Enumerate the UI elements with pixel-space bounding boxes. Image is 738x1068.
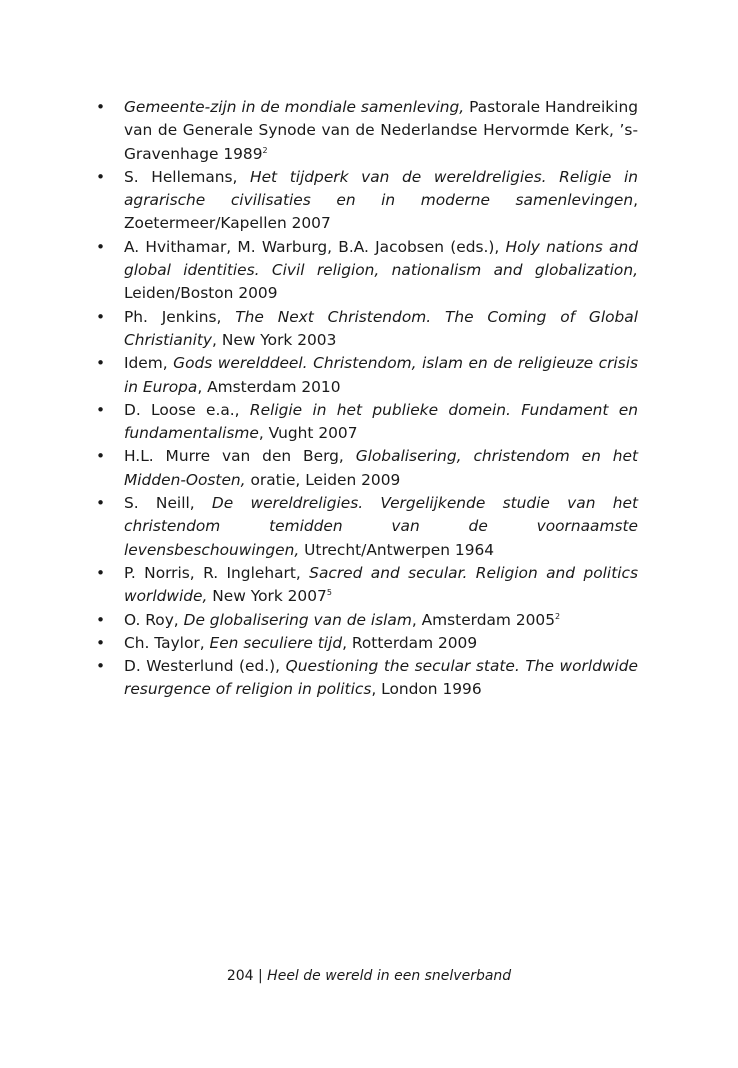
bullet-icon: • <box>96 167 106 186</box>
reference-authors: D. Westerlund (ed.), <box>124 657 286 676</box>
bullet-icon: • <box>96 307 106 326</box>
reference-publication: oratie, Leiden 2009 <box>245 470 401 489</box>
reference-edition: 2 <box>554 611 561 621</box>
reference-title: Gemeente-zijn in de mondiale samenleving, <box>124 98 465 116</box>
reference-publication: Utrecht/Antwerpen 1964 <box>299 540 495 559</box>
reference-authors: A. Hvithamar, M. Warburg, B.A. Jacobsen (eds.), <box>124 237 506 256</box>
running-title: Heel de wereld in een snelverband <box>267 968 512 984</box>
bullet-icon: • <box>96 657 106 676</box>
reference-authors: S. Hellemans, <box>124 167 251 186</box>
bullet-icon: • <box>96 633 106 652</box>
page-footer <box>0 966 738 986</box>
bullet-icon: • <box>96 400 106 419</box>
reference-item <box>96 166 638 236</box>
reference-item <box>96 352 638 399</box>
reference-publication: , London 1996 <box>371 680 482 699</box>
reference-authors: O. Roy, <box>124 610 184 629</box>
footer-separator: | <box>253 968 268 984</box>
reference-authors: Idem, <box>124 354 174 373</box>
bullet-icon: • <box>96 447 106 466</box>
reference-item <box>96 492 638 562</box>
reference-item <box>96 399 638 446</box>
bullet-icon: • <box>96 237 106 256</box>
reference-publication: , Amsterdam 2010 <box>197 377 341 396</box>
reference-title: Gods werelddeel. Christendom, islam en de religieuze crisis in Europa <box>124 354 638 396</box>
reference-title: Religie in het publieke domein. Fundament en fundamentalisme <box>124 400 638 443</box>
reference-authors: H.L. Murre van den Berg, <box>124 447 356 466</box>
page-number: 204 <box>226 968 254 984</box>
reference-list <box>96 96 638 702</box>
bullet-icon: • <box>96 98 106 116</box>
reference-title: The Next Christendom. The Coming of Global Christianity <box>124 307 638 349</box>
reference-item <box>96 609 638 632</box>
reference-item <box>96 445 638 492</box>
reference-publication: , Rotterdam 2009 <box>342 633 478 652</box>
reference-authors: D. Loose e.a., <box>124 400 250 419</box>
reference-publication: Leiden/Boston 2009 <box>124 284 278 303</box>
reference-item <box>96 306 638 353</box>
reference-item <box>96 236 638 306</box>
reference-item <box>96 655 638 702</box>
reference-publication: , Amsterdam 2005 <box>411 610 555 629</box>
reference-title: Een seculiere tijd <box>209 633 343 652</box>
reference-title: Sacred and secular. Religion and politics worldwide, <box>124 563 638 606</box>
reference-title: Globalisering, christendom en het Midden-Oosten, <box>124 447 638 489</box>
bullet-icon: • <box>96 354 106 373</box>
bullet-icon: • <box>96 563 106 582</box>
reference-item <box>96 562 638 609</box>
reference-title: Het tijdperk van de wereldreligies. Religie in agrarische civilisaties en in moderne samenlevingen <box>124 167 638 210</box>
reference-publication: , Zoetermeer/Kapellen 2007 <box>124 191 638 233</box>
reference-authors: P. Norris, R. Inglehart, <box>124 563 310 582</box>
reference-authors: Ch. Taylor, <box>124 633 210 652</box>
bullet-icon: • <box>96 610 106 629</box>
reference-title: De globalisering van de islam <box>183 610 412 629</box>
reference-edition: 2 <box>262 145 268 155</box>
reference-publication: New York 2007 <box>207 587 327 606</box>
reference-title: Holy nations and global identities. Civil religion, nationalism and globalization, <box>124 237 638 280</box>
reference-title: De wereldreligies. Vergelijkende studie van het christendom temidden van de voornaamste levensbeschouwingen, <box>124 494 638 559</box>
reference-authors: Ph. Jenkins, <box>124 307 236 326</box>
reference-title: Questioning the secular state. The worldwide resurgence of religion in politics <box>124 657 639 699</box>
reference-publication: Pastorale Handreiking van de Generale Synode van de Nederlandse Hervormde Kerk, ’s-Gravenhage 1989 <box>124 98 638 163</box>
reference-item <box>96 632 638 655</box>
reference-publication: , New York 2003 <box>212 330 337 349</box>
reference-publication: , Vught 2007 <box>258 424 358 443</box>
bullet-icon: • <box>96 494 106 513</box>
reference-item <box>96 96 638 166</box>
reference-edition: 5 <box>326 588 332 598</box>
reference-authors: S. Neill, <box>124 494 212 513</box>
